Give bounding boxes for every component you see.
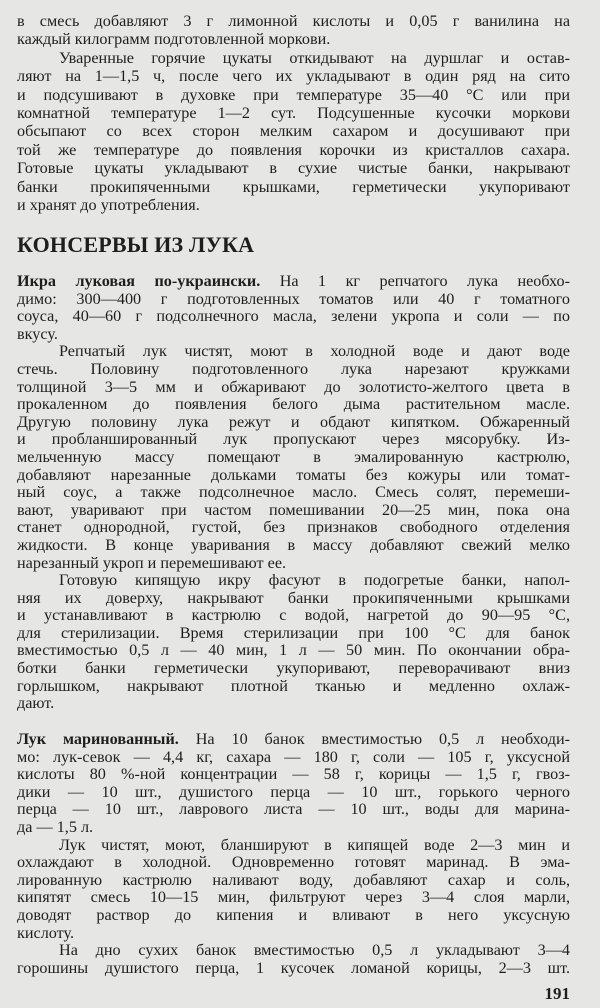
line-text: банки прокипяченными крышками, герметически укупоривают [17, 177, 570, 196]
line-text: каждый килограмм подготовленной моркови. [17, 30, 331, 49]
text-line [17, 308, 570, 326]
text-line [17, 12, 570, 30]
text-line [17, 942, 570, 960]
text-line [17, 396, 570, 414]
text-line [17, 159, 570, 177]
line-text: кипятят смесь 10—15 мин, фильтруют через 3—4 слоя марли, [17, 888, 570, 907]
page-number: 191 [544, 984, 570, 1003]
line-text: жидкости. В конце уваривания в массу добавляют свежий мелко [17, 535, 570, 554]
text-line [17, 555, 570, 573]
text-line [17, 273, 570, 291]
text-line [17, 801, 570, 819]
line-text: и пробланшированный лук пропускают через мясорубку. Из- [17, 430, 570, 449]
paragraph [17, 837, 570, 943]
text-line [17, 49, 570, 67]
line-text: Другую половину лука режут и обдают кипятком. Обжаренный [17, 412, 570, 431]
text-line [17, 502, 570, 520]
line-text: вкусу. [17, 324, 58, 343]
text-line [17, 854, 570, 872]
line-text: нарезанный укроп и перемешивают ее. [17, 553, 287, 572]
paragraph [17, 572, 570, 713]
line-text: станет однородной, густой, без признаков свободного отделения [17, 518, 570, 537]
text-line [17, 837, 570, 855]
text-line [17, 766, 570, 784]
text-line [17, 960, 570, 978]
line-text: для стерилизации. Время стерилизации при 100 °С для банок [17, 623, 570, 642]
line-text: да — 1,5 л. [17, 817, 94, 836]
line-text: вместимостью 0,5 л — 40 мин, 1 л — 50 мин. По окончании обра- [17, 641, 570, 660]
line-text: в смесь добавляют 3 г лимонной кислоты и 0,05 г ванилина на [17, 12, 570, 30]
line-text: На 10 банок вместимостью 0,5 л необходи- [178, 730, 571, 748]
line-text: Лук чистят, моют, бланшируют в кипящей воде 2—3 мин и [59, 835, 570, 854]
text-line [17, 449, 570, 467]
line-text: дают. [17, 694, 55, 713]
text-line [17, 819, 570, 837]
line-text: охлаждают в холодной. Одновременно готовят маринад. В эма- [17, 853, 570, 872]
text-line [17, 291, 570, 309]
text-line [17, 361, 570, 379]
line-text: мо: лук-севок — 4,4 кг, сахара — 180 г, соли — 105 г, уксусной [17, 747, 570, 766]
line-text: Уваренные горячие цукаты откидывают на дуршлаг и остав- [59, 48, 570, 67]
line-text: На дно сухих банок вместимостью 0,5 л укладывают 3—4 [59, 941, 570, 960]
text-line [17, 731, 570, 749]
text-line [17, 67, 570, 85]
text-line [17, 907, 570, 925]
text-line [17, 104, 570, 122]
line-text: обсыпают со всех сторон мелким сахаром и досушивают при [17, 122, 570, 141]
line-text: ботки банки герметически укупоривают, переворачивают вниз [17, 659, 570, 678]
line-text: комнатной температуре 1—2 сут. Подсушенные кусочки моркови [17, 104, 570, 123]
line-text: кислоту. [17, 923, 75, 942]
line-text: вают, уваривают при частом помешивании 20—25 мин, пока она [17, 500, 570, 519]
text-line [17, 537, 570, 555]
line-text: На 1 кг репчатого лука необхо- [260, 272, 570, 290]
line-text: кислоты 80 %-ной концентрации — 58 г, корицы — 1,5 г, гвоз- [17, 765, 570, 784]
text-line [17, 678, 570, 696]
line-text: стечь. Половину подготовленного лука нарезают кружками [17, 359, 570, 378]
recipe-title: Икра луковая по-украински. [17, 272, 261, 290]
line-text: перца — 10 шт., лаврового листа — 10 шт., воды для марина- [17, 800, 570, 819]
line-text: добавляют нарезанные дольками томаты без кожуры или томат- [17, 465, 570, 484]
text-block-pickled-onion [17, 731, 570, 977]
text-line [17, 343, 570, 361]
line-text: дики — 10 шт., душистого перца — 10 шт., горького черного [17, 782, 570, 801]
text-line [17, 749, 570, 767]
line-text: димо: 300—400 г подготовленных томатов или 40 г томатного [17, 289, 570, 308]
line-text: и устанавливают в кастрюлю с водой, нагретой до 90—95 °С, [17, 606, 570, 625]
text-line [17, 414, 570, 432]
line-text: той же температуре до появления корочки из кристаллов сахара. [17, 140, 570, 159]
text-block-candied-carrots [17, 12, 570, 214]
paragraph [17, 731, 570, 837]
line-text: мельченную массу помещают в эмалированную кастрюлю, [17, 447, 570, 466]
text-line [17, 660, 570, 678]
paragraph [17, 343, 570, 572]
line-text: ляют на 1—1,5 ч, после чего их укладывают в один ряд на сито [17, 67, 570, 86]
text-line [17, 484, 570, 502]
line-text: горлышком, накрывают плотной тканью и медленно охлаж- [17, 676, 570, 695]
recipe-title: Лук маринованный. [17, 730, 179, 748]
text-line [17, 695, 570, 713]
text-line [17, 178, 570, 196]
text-line [17, 784, 570, 802]
line-text: Репчатый лук чистят, моют в холодной воде и дают воде [59, 342, 570, 361]
text-line [17, 642, 570, 660]
line-text: Готовую кипящую икру фасуют в подогретые банки, напол- [59, 571, 570, 590]
line-text: и подсушивают в духовке при температуре 35—40 °С или при [17, 85, 570, 104]
text-line [17, 431, 570, 449]
paragraph [17, 12, 570, 49]
line-text: доводят раствор до кипения и вливают в него уксусную [17, 905, 570, 924]
text-line [17, 590, 570, 608]
line-text: Готовые цукаты укладывают в сухие чистые банки, накрывают [17, 159, 570, 178]
section-heading: КОНСЕРВЫ ИЗ ЛУКА [17, 232, 255, 257]
text-line [17, 625, 570, 643]
text-line [17, 872, 570, 890]
text-line [17, 30, 570, 48]
text-line [17, 519, 570, 537]
text-line [17, 467, 570, 485]
paragraph [17, 942, 570, 977]
text-line [17, 141, 570, 159]
line-text: толщиной 3—5 мм и обжаривают до золотисто-желтого цвета в [17, 377, 570, 396]
text-line [17, 572, 570, 590]
line-text: ный соус, а также подсолнечное масло. Смесь солят, перемеши- [17, 483, 570, 502]
text-block-onion-caviar [17, 273, 570, 713]
text-line [17, 196, 570, 214]
text-line [17, 379, 570, 397]
line-text: и хранят до употребления. [17, 196, 200, 215]
text-line [17, 889, 570, 907]
paragraph [17, 273, 570, 343]
text-line [17, 326, 570, 344]
line-text: соуса, 40—60 г подсолнечного масла, зелени укропа и соли — по [17, 307, 570, 326]
text-line [17, 925, 570, 943]
text-line [17, 122, 570, 140]
text-line [17, 86, 570, 104]
line-text: прокаленном до появления белого дыма растительном масле. [17, 395, 570, 414]
paragraph [17, 49, 570, 215]
line-text: горошины душистого перца, 1 кусочек ломаной корицы, 2—3 шт. [17, 958, 570, 977]
line-text: лированную кастрюлю наливают воду, добавляют сахар и соль, [17, 870, 570, 889]
line-text: няя их доверху, накрывают банки прокипяченными крышками [17, 588, 570, 607]
text-line [17, 607, 570, 625]
